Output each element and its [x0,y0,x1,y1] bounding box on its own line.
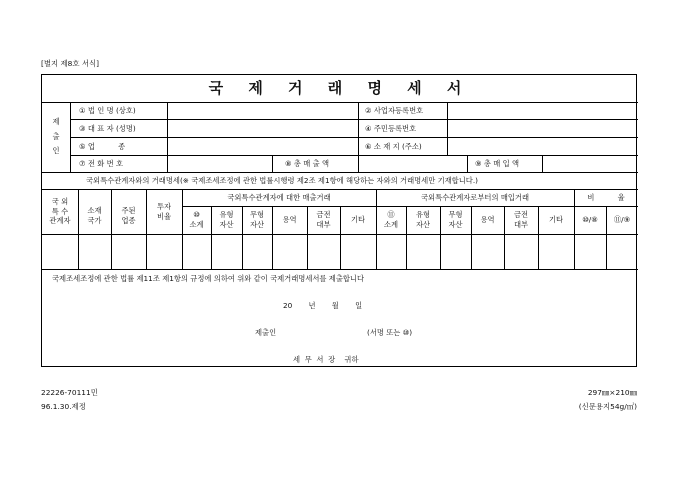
submitter-group-label: 제 출 인 [52,117,60,156]
corp-name-label: ① 법 인 명 (상호) [79,106,136,115]
col-header-purchase-intangible: 무형 자산 [448,210,463,229]
col-header-main-business: 주된 업종 [121,205,136,225]
col-header-purchase-tangible: 유형 자산 [415,210,431,229]
total-sales-field[interactable] [359,156,466,171]
col-header-investment-ratio: 투자 비율 [156,201,172,221]
col-group-sales: 국외특수관계자에 대한 매출거래 [227,192,331,202]
footer-paper-size: 297㎜×210㎜ [587,388,637,397]
col-group-purchases: 국외특수관계자로부터의 매입거래 [420,192,530,202]
business-type-label: ⑤ 업 종 [79,142,126,151]
col-header-sales-services: 용역 [282,215,297,225]
form-number: [별지 제8호 서식] [41,59,100,68]
sales-label-left [272,155,273,172]
purchase-label-left [467,155,468,172]
declaration-text: 국제조세조정에 관한 법률 제11조 제1항의 규정에 의하여 위와 같이 국제거래명세서를 제출합니다 [52,274,365,283]
col-header-country: 소재 국가 [87,205,102,225]
col-header-ratio-sales: ⑩/⑧ [582,215,598,225]
addressee: 세 무 서 장 귀하 [293,355,359,364]
col-header-party: 국 외 특 수 관계자 [49,196,71,226]
col-group-ratio: 비 율 [587,192,625,202]
biz-reg-no-label: ② 사업자등록번호 [365,106,424,115]
col-header-ratio-purchases: ⑪/⑨ [613,215,631,225]
corp-name-field[interactable] [168,103,357,119]
data-bottom-rule [42,269,638,270]
col-header-sales-others: 기타 [350,215,366,225]
col-header-sales-tangible: 유형 자산 [219,210,234,229]
resident-no-field[interactable] [448,120,637,136]
mid-divider [358,102,359,155]
form-title: 국 제 거 래 명 세 서 [208,79,472,98]
submitter-divider [70,102,71,172]
footer-enacted-date: 96.1.30.제정 [41,402,86,411]
total-purchases-label: ⑨ 총 매 입 액 [475,159,520,168]
address-field[interactable] [448,138,637,154]
international-transaction-form [41,74,637,367]
total-purchases-field[interactable] [543,156,637,171]
col-header-purchase-others: 기타 [548,215,564,225]
footer-paper-spec: (신문용지54g/㎡) [578,402,637,411]
notice-text: 국외특수관계자와의 거래명세(※ 국제조세조정에 관한 법률시행령 제2조 제1항에 해당하는 자와의 거래명세만 기재합니다.) [86,175,478,185]
address-label: ⑥ 소 재 지 (주소) [365,142,422,151]
col-header-sales-subtotal: ⑩ 소계 [189,210,204,229]
phone-field[interactable] [168,156,271,171]
biz-reg-no-field[interactable] [448,103,637,119]
col-header-purchase-services: 용역 [480,215,495,225]
footer-form-code: 22226-70111민 [41,388,98,397]
submitter-signature-label: 제출인 [255,328,277,337]
business-type-field[interactable] [168,138,357,154]
col-header-sales-loans: 금전 대부 [316,210,331,229]
date-line: 20 년 월 일 [283,301,363,310]
representative-label: ③ 대 표 자 (성명) [79,124,136,133]
col-header-purchase-loans: 금전 대부 [513,210,529,229]
transaction-data-row[interactable] [43,235,637,268]
representative-field[interactable] [168,120,357,136]
phone-label: ⑦ 전 화 번 호 [79,159,124,168]
total-sales-label: ⑧ 총 매 출 액 [285,159,330,168]
col-header-purchase-subtotal: ⑪ 소계 [383,210,399,229]
resident-no-label: ④ 주민등록번호 [365,124,417,133]
signature-hint: (서명 또는 ⑩) [367,328,413,337]
col-header-sales-intangible: 무형 자산 [249,210,265,229]
